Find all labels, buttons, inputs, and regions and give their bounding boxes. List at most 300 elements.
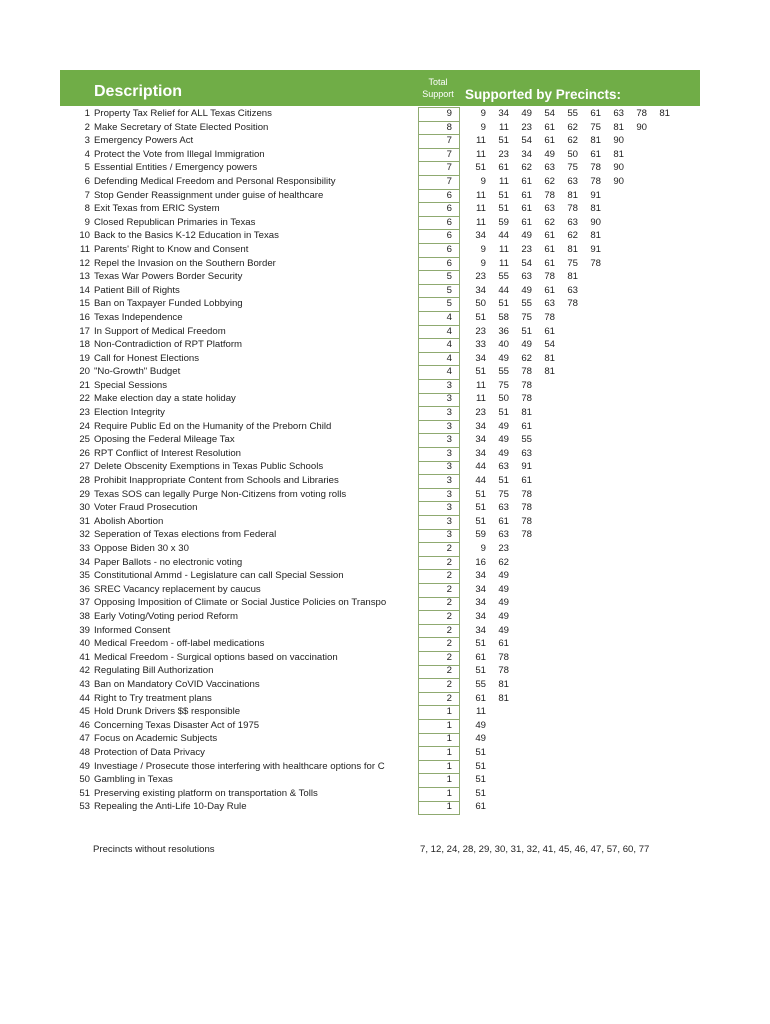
- row-description: Property Tax Relief for ALL Texas Citizens: [94, 108, 272, 119]
- precinct-cell: 81: [544, 352, 555, 364]
- precinct-cell: 61: [544, 135, 555, 147]
- row-description: Early Voting/Voting period Reform: [94, 610, 238, 622]
- table-row: [60, 311, 700, 325]
- grid-line: [418, 515, 460, 516]
- precinct-cell: 49: [498, 352, 509, 364]
- row-number: 49: [79, 760, 90, 772]
- precinct-cell: 78: [567, 203, 578, 215]
- grid-line: [418, 175, 460, 176]
- table-row: [60, 569, 700, 583]
- table-row: [60, 175, 700, 189]
- row-description: Paper Ballots - no electronic voting: [94, 556, 243, 568]
- precinct-cell: 61: [590, 148, 601, 160]
- table-row: [60, 732, 700, 746]
- row-description: Concerning Texas Disaster Act of 1975: [94, 719, 260, 731]
- precinct-cell: 11: [499, 175, 509, 187]
- table-row: [60, 610, 700, 624]
- table-row: [60, 488, 700, 502]
- precinct-cell: 44: [475, 475, 486, 487]
- precinct-cell: 34: [475, 597, 486, 609]
- row-total: 6: [446, 257, 452, 269]
- precinct-cell: 55: [567, 108, 578, 119]
- grid-line: [418, 284, 460, 285]
- row-number: 9: [84, 216, 90, 228]
- precinct-cell: 81: [590, 135, 601, 147]
- precinct-cell: 49: [498, 434, 509, 446]
- row-total: 2: [446, 570, 452, 582]
- precinct-cell: 51: [475, 787, 486, 799]
- precinct-cell: 61: [521, 475, 532, 487]
- row-number: 43: [79, 678, 90, 690]
- row-description: Ban on Mandatory CoVID Vaccinations: [94, 678, 260, 690]
- precinct-cell: 81: [590, 230, 601, 242]
- precinct-cell: 51: [475, 774, 486, 786]
- row-total: 2: [446, 597, 452, 609]
- grid-line: [418, 406, 460, 407]
- row-total: 5: [446, 284, 452, 296]
- grid-line: [418, 474, 460, 475]
- precinct-cell: 34: [475, 570, 486, 582]
- grid-line: [418, 107, 419, 814]
- precinct-cell: 61: [475, 801, 486, 813]
- grid-line: [418, 447, 460, 448]
- precinct-cell: 50: [498, 393, 509, 405]
- precinct-cell: 49: [521, 339, 532, 351]
- precinct-cell: 81: [521, 407, 532, 419]
- row-number: 15: [79, 298, 90, 310]
- precinct-cell: 75: [498, 379, 509, 391]
- row-description: Make Secretary of State Elected Position: [94, 121, 269, 133]
- row-total: 7: [446, 148, 452, 160]
- row-number: 14: [79, 284, 90, 296]
- table-row: [60, 229, 700, 243]
- row-description: Emergency Powers Act: [94, 135, 194, 147]
- row-number: 31: [79, 515, 90, 527]
- precinct-cell: 23: [498, 148, 509, 160]
- row-total: 2: [446, 583, 452, 595]
- row-description: Focus on Academic Subjects: [94, 733, 218, 745]
- table-row: [60, 651, 700, 665]
- row-number: 21: [79, 379, 90, 391]
- row-total: 7: [446, 162, 452, 174]
- row-number: 35: [79, 570, 90, 582]
- row-total: 3: [446, 529, 452, 541]
- grid-line: [418, 325, 460, 326]
- precinct-cell: 61: [590, 108, 601, 119]
- precinct-cell: 62: [567, 135, 578, 147]
- precinct-cell: 49: [498, 570, 509, 582]
- row-total: 4: [446, 352, 452, 364]
- row-total: 3: [446, 379, 452, 391]
- precinct-cell: 40: [498, 339, 509, 351]
- precinct-cell: 58: [498, 311, 509, 323]
- precinct-cell: 78: [567, 298, 578, 310]
- precinct-cell: 51: [475, 162, 486, 174]
- precinct-cell: 81: [567, 189, 578, 201]
- precinct-cell: 78: [521, 379, 532, 391]
- table-row: [60, 746, 700, 760]
- precinct-cell: 61: [521, 189, 532, 201]
- row-total: 3: [446, 434, 452, 446]
- table-row: [60, 189, 700, 203]
- row-number: 1: [84, 108, 90, 119]
- row-description: Protection of Data Privacy: [94, 746, 205, 758]
- row-description: Require Public Ed on the Humanity of the Preborn Child: [94, 420, 332, 432]
- row-number: 38: [79, 610, 90, 622]
- precinct-cell: 63: [521, 271, 532, 283]
- grid-line: [459, 107, 460, 814]
- precinct-cell: 51: [521, 325, 532, 337]
- row-number: 41: [79, 651, 90, 663]
- precinct-cell: 54: [521, 257, 532, 269]
- precinct-cell: 36: [498, 325, 509, 337]
- precinct-cell: 90: [590, 216, 601, 228]
- row-description: Make election day a state holiday: [94, 393, 236, 405]
- row-description: Parents' Right to Know and Consent: [94, 243, 249, 255]
- precinct-cell: 51: [498, 189, 509, 201]
- precinct-cell: 81: [659, 108, 670, 119]
- row-total: 1: [446, 760, 452, 772]
- table-row: [60, 352, 700, 366]
- precinct-cell: 49: [521, 284, 532, 296]
- row-total: 9: [446, 108, 452, 119]
- precinct-cell: 49: [498, 583, 509, 595]
- precinct-cell: 61: [544, 121, 555, 133]
- table-row: [60, 474, 700, 488]
- row-total: 2: [446, 678, 452, 690]
- precinct-cell: 16: [475, 556, 486, 568]
- precinct-cell: 90: [636, 121, 647, 133]
- row-total: 6: [446, 189, 452, 201]
- precinct-cell: 44: [498, 230, 509, 242]
- row-total: 7: [446, 135, 452, 147]
- precinct-cell: 63: [498, 461, 509, 473]
- precinct-cell: 51: [498, 298, 509, 310]
- row-number: 17: [79, 325, 90, 337]
- grid-line: [418, 311, 460, 312]
- precinct-cell: 23: [475, 325, 486, 337]
- table-row: [60, 692, 700, 706]
- row-number: 13: [79, 271, 90, 283]
- grid-line: [418, 393, 460, 394]
- grid-line: [418, 216, 460, 217]
- row-number: 48: [79, 746, 90, 758]
- table-row: [60, 270, 700, 284]
- precinct-cell: 78: [590, 175, 601, 187]
- row-description: Voter Fraud Prosecution: [94, 502, 198, 514]
- precinct-cell: 81: [590, 203, 601, 215]
- row-description: Preserving existing platform on transportation & Tolls: [94, 787, 318, 799]
- precinct-cell: 51: [475, 746, 486, 758]
- row-description: Back to the Basics K-12 Education in Texas: [94, 230, 279, 242]
- row-description: Constitutional Ammd - Legislature can call Special Session: [94, 570, 344, 582]
- row-number: 20: [79, 366, 90, 378]
- table-row: [60, 216, 700, 230]
- row-total: 3: [446, 407, 452, 419]
- precinct-cell: 23: [498, 543, 509, 554]
- precinct-cell: 78: [521, 366, 532, 378]
- row-number: 39: [79, 624, 90, 636]
- row-description: Opposing Imposition of Climate or Social Justice Policies on Transpo: [94, 597, 387, 609]
- precinct-cell: 34: [475, 284, 486, 296]
- row-number: 5: [84, 162, 90, 174]
- precinct-cell: 34: [475, 420, 486, 432]
- row-description: "No-Growth" Budget: [94, 366, 181, 378]
- precinct-cell: 90: [613, 175, 624, 187]
- precinct-cell: 51: [475, 366, 486, 378]
- row-total: 3: [446, 447, 452, 459]
- row-total: 1: [446, 787, 452, 799]
- precinct-cell: 51: [475, 311, 486, 323]
- precinct-cell: 81: [567, 271, 578, 283]
- grid-line: [418, 542, 460, 543]
- row-description: Protect the Vote from Illegal Immigration: [94, 148, 265, 160]
- precinct-cell: 34: [475, 624, 486, 636]
- row-description: Closed Republican Primaries in Texas: [94, 216, 256, 228]
- table-row: [60, 678, 700, 692]
- precinct-cell: 62: [544, 175, 555, 187]
- precinct-cell: 55: [498, 271, 509, 283]
- precinct-cell: 11: [476, 216, 486, 228]
- grid-line: [418, 692, 460, 693]
- footer-label: Precincts without resolutions: [93, 844, 215, 855]
- supported-by-header: Supported by Precincts:: [465, 87, 622, 102]
- row-description: SREC Vacancy replacement by caucus: [94, 583, 261, 595]
- table-header: [60, 70, 700, 106]
- grid-line: [418, 610, 460, 611]
- table-row: [60, 760, 700, 774]
- row-total: 3: [446, 502, 452, 514]
- precinct-cell: 11: [499, 257, 509, 269]
- row-total: 4: [446, 366, 452, 378]
- row-total: 3: [446, 420, 452, 432]
- grid-line: [418, 488, 460, 489]
- precinct-cell: 75: [567, 162, 578, 174]
- row-total: 2: [446, 651, 452, 663]
- row-description: Informed Consent: [94, 624, 171, 636]
- row-total: 1: [446, 774, 452, 786]
- precinct-cell: 61: [544, 284, 555, 296]
- grid-line: [418, 243, 460, 244]
- table-row: [60, 107, 700, 121]
- grid-line: [418, 665, 460, 666]
- precinct-cell: 78: [544, 189, 555, 201]
- precinct-cell: 78: [544, 311, 555, 323]
- row-number: 24: [79, 420, 90, 432]
- row-number: 4: [84, 148, 90, 160]
- precinct-cell: 54: [521, 135, 532, 147]
- row-total: 6: [446, 230, 452, 242]
- row-description: Seperation of Texas elections from Federal: [94, 529, 277, 541]
- precinct-cell: 61: [521, 175, 532, 187]
- grid-line: [418, 814, 460, 815]
- grid-line: [418, 624, 460, 625]
- grid-line: [418, 556, 460, 557]
- row-number: 16: [79, 311, 90, 323]
- row-total: 2: [446, 543, 452, 554]
- precinct-cell: 61: [475, 651, 486, 663]
- precinct-cell: 63: [567, 175, 578, 187]
- precinct-cell: 11: [499, 243, 509, 255]
- row-total: 2: [446, 610, 452, 622]
- row-number: 29: [79, 488, 90, 500]
- row-number: 34: [79, 556, 90, 568]
- precinct-cell: 23: [521, 121, 532, 133]
- row-number: 40: [79, 638, 90, 650]
- row-description: Ban on Taxpayer Funded Lobbying: [94, 298, 243, 310]
- table-row: [60, 325, 700, 339]
- row-total: 3: [446, 461, 452, 473]
- precinct-cell: 51: [475, 665, 486, 677]
- row-total: 5: [446, 271, 452, 283]
- row-total: 6: [446, 203, 452, 215]
- precinct-cell: 78: [498, 665, 509, 677]
- table-row: [60, 447, 700, 461]
- row-number: 50: [79, 774, 90, 786]
- grid-line: [418, 420, 460, 421]
- row-description: Medical Freedom - Surgical options based on vaccination: [94, 651, 338, 663]
- precinct-cell: 81: [613, 148, 624, 160]
- row-description: Stop Gender Reassignment under guise of healthcare: [94, 189, 324, 201]
- row-total: 5: [446, 298, 452, 310]
- row-description: Oppose Biden 30 x 30: [94, 543, 189, 554]
- row-number: 19: [79, 352, 90, 364]
- precinct-cell: 61: [544, 230, 555, 242]
- precinct-cell: 59: [498, 216, 509, 228]
- row-number: 47: [79, 733, 90, 745]
- precinct-cell: 9: [480, 243, 486, 255]
- precinct-cell: 54: [544, 339, 555, 351]
- precinct-cell: 51: [475, 760, 486, 772]
- row-description: Repealing the Anti-Life 10-Day Rule: [94, 801, 247, 813]
- row-total: 3: [446, 488, 452, 500]
- grid-line: [418, 202, 460, 203]
- table-row: [60, 379, 700, 393]
- precinct-cell: 11: [476, 393, 486, 405]
- row-description: Defending Medical Freedom and Personal Responsibility: [94, 175, 336, 187]
- precinct-cell: 51: [498, 475, 509, 487]
- table-row: [60, 297, 700, 311]
- footer-precinct-list: 7, 12, 24, 28, 29, 30, 31, 32, 41, 45, 46, 47, 57, 60, 77: [420, 844, 650, 855]
- row-description: Hold Drunk Drivers $$ responsible: [94, 706, 241, 718]
- grid-line: [418, 733, 460, 734]
- row-description: Exit Texas from ERIC System: [94, 203, 220, 215]
- row-number: 8: [84, 203, 90, 215]
- description-header: Description: [94, 83, 183, 100]
- row-total: 1: [446, 706, 452, 718]
- table-row: [60, 637, 700, 651]
- row-number: 12: [79, 257, 90, 269]
- precinct-cell: 63: [544, 162, 555, 174]
- row-total: 4: [446, 339, 452, 351]
- precinct-cell: 9: [480, 121, 486, 133]
- precinct-cell: 11: [476, 148, 486, 160]
- row-total: 6: [446, 216, 452, 228]
- row-description: Medical Freedom - off-label medications: [94, 638, 265, 650]
- precinct-cell: 55: [498, 366, 509, 378]
- precinct-cell: 49: [521, 230, 532, 242]
- grid-line: [418, 121, 460, 122]
- row-description: RPT Conflict of Interest Resolution: [94, 447, 241, 459]
- row-number: 6: [84, 175, 90, 187]
- grid-line: [418, 597, 460, 598]
- grid-line: [418, 787, 460, 788]
- table-row: [60, 624, 700, 638]
- precinct-cell: 81: [544, 366, 555, 378]
- precinct-cell: 51: [498, 135, 509, 147]
- precinct-cell: 63: [521, 447, 532, 459]
- precinct-cell: 23: [475, 271, 486, 283]
- table-row: [60, 542, 700, 556]
- grid-line: [418, 678, 460, 679]
- table-row: [60, 134, 700, 148]
- table-row: [60, 365, 700, 379]
- precinct-cell: 51: [475, 488, 486, 500]
- row-number: 28: [79, 475, 90, 487]
- precinct-cell: 62: [567, 230, 578, 242]
- precinct-cell: 75: [498, 488, 509, 500]
- row-description: Investiage / Prosecute those interfering with healthcare options for C: [94, 760, 385, 772]
- grid-line: [418, 379, 460, 380]
- grid-line: [418, 583, 460, 584]
- precinct-cell: 62: [544, 216, 555, 228]
- row-number: 44: [79, 692, 90, 704]
- row-number: 37: [79, 597, 90, 609]
- precinct-cell: 63: [567, 284, 578, 296]
- grid-line: [418, 773, 460, 774]
- precinct-cell: 75: [590, 121, 601, 133]
- grid-line: [418, 229, 460, 230]
- row-total: 3: [446, 393, 452, 405]
- precinct-cell: 51: [498, 203, 509, 215]
- row-description: Delete Obscenity Exemptions in Texas Public Schools: [94, 461, 324, 473]
- table-row: [60, 121, 700, 135]
- table-row: [60, 596, 700, 610]
- row-description: Texas SOS can legally Purge Non-Citizens from voting rolls: [94, 488, 347, 500]
- precinct-cell: 34: [475, 610, 486, 622]
- row-total: 4: [446, 311, 452, 323]
- precinct-cell: 62: [567, 121, 578, 133]
- precinct-cell: 34: [498, 108, 509, 119]
- precinct-cell: 61: [498, 638, 509, 650]
- row-description: Texas Independence: [94, 311, 183, 323]
- precinct-cell: 78: [590, 257, 601, 269]
- precinct-cell: 63: [613, 108, 624, 119]
- precinct-cell: 55: [521, 298, 532, 310]
- precinct-cell: 51: [475, 515, 486, 527]
- row-number: 25: [79, 434, 90, 446]
- row-number: 32: [79, 529, 90, 541]
- precinct-cell: 81: [613, 121, 624, 133]
- row-description: Abolish Abortion: [94, 515, 164, 527]
- row-description: Essential Entities / Emergency powers: [94, 162, 258, 174]
- precinct-cell: 78: [590, 162, 601, 174]
- precinct-cell: 63: [544, 298, 555, 310]
- precinct-cell: 61: [498, 515, 509, 527]
- table-row: [60, 528, 700, 542]
- precinct-cell: 23: [475, 407, 486, 419]
- row-total: 3: [446, 515, 452, 527]
- precinct-cell: 11: [476, 379, 486, 391]
- row-total: 3: [446, 475, 452, 487]
- precinct-cell: 49: [498, 447, 509, 459]
- grid-line: [418, 148, 460, 149]
- row-description: Right to Try treatment plans: [94, 692, 212, 704]
- precinct-cell: 63: [544, 203, 555, 215]
- table-row: [60, 460, 700, 474]
- row-number: 7: [84, 189, 90, 201]
- row-description: Election Integrity: [94, 407, 165, 419]
